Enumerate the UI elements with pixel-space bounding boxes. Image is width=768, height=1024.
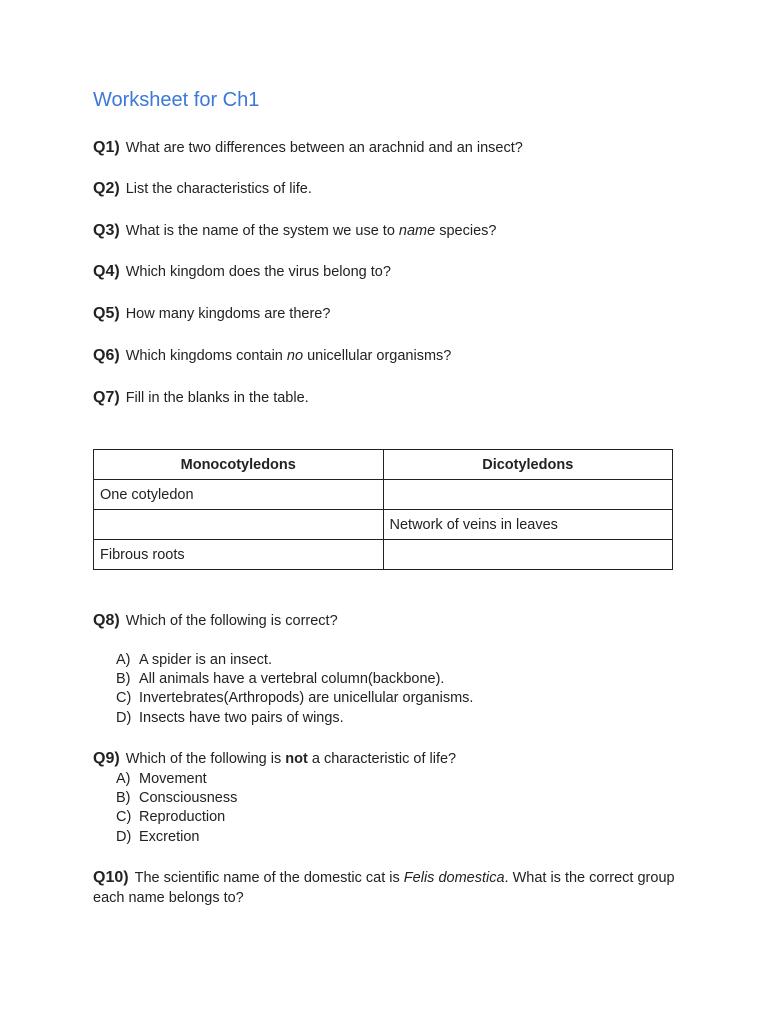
question-number: Q9) <box>93 750 120 767</box>
table-header-row <box>94 450 673 480</box>
table-row <box>94 480 673 510</box>
table-cell-blank <box>94 510 384 540</box>
question-text: How many kingdoms are there? <box>125 306 331 322</box>
question-9-options <box>116 770 237 847</box>
question-8 <box>93 611 338 631</box>
option-letter: A) <box>116 652 131 668</box>
option-letter: D) <box>116 709 132 726</box>
table-cell: Fibrous roots <box>94 540 384 570</box>
question-number: Q5) <box>93 305 120 322</box>
question-3 <box>93 221 496 241</box>
question-number: Q10) <box>93 869 129 886</box>
option-item <box>116 651 473 670</box>
option-letter: A) <box>116 771 131 787</box>
question-6 <box>93 346 451 366</box>
question-8-options <box>116 651 473 728</box>
question-number: Q4) <box>93 263 120 280</box>
question-emphasis: no <box>286 348 304 364</box>
option-text: Consciousness <box>139 790 238 807</box>
table-cell: One cotyledon <box>94 480 384 510</box>
question-number: Q2) <box>93 180 120 197</box>
question-10 <box>93 868 683 908</box>
question-9 <box>93 749 456 769</box>
question-text: Which kingdom does the virus belong to? <box>125 264 391 280</box>
option-letter: C) <box>116 690 132 707</box>
question-text: What are two differences between an arachnid and an insect? <box>125 140 523 156</box>
question-text: List the characteristics of life. <box>125 181 312 197</box>
option-item <box>116 770 237 789</box>
question-strong: not <box>285 751 308 767</box>
page-title: Worksheet for Ch1 <box>93 89 260 111</box>
option-text: All animals have a vertebral column(backbone). <box>139 671 445 688</box>
option-item <box>116 689 473 708</box>
question-text: Fill in the blanks in the table. <box>125 390 309 406</box>
table-cell-blank <box>383 480 673 510</box>
table-header: Dicotyledons <box>383 450 673 480</box>
option-text: Insects have two pairs of wings. <box>139 709 344 726</box>
question-text-end: . What is the correct group each name belongs to? <box>93 870 675 906</box>
question-text-end: unicellular organisms? <box>307 348 452 364</box>
question-emphasis: Felis domestica <box>403 870 505 886</box>
question-text-end: species? <box>439 223 497 239</box>
option-item <box>116 828 237 847</box>
question-text-end: a characteristic of life? <box>311 751 457 767</box>
question-2 <box>93 179 312 199</box>
question-text-start: What is the name of the system we use to <box>125 223 395 239</box>
option-letter: D) <box>116 828 132 845</box>
table-header: Monocotyledons <box>94 450 384 480</box>
question-text-start: The scientific name of the domestic cat is <box>134 870 400 886</box>
question-text-start: Which kingdoms contain <box>125 348 283 364</box>
option-text: Movement <box>139 771 207 787</box>
table-cell-blank <box>383 540 673 570</box>
question-4 <box>93 262 391 282</box>
question-text-start: Which of the following is <box>125 751 282 767</box>
table-row <box>94 510 673 540</box>
option-item <box>116 670 473 689</box>
cotyledon-table <box>93 449 673 570</box>
option-item <box>116 808 237 827</box>
question-emphasis: name <box>398 223 436 239</box>
table-row <box>94 540 673 570</box>
question-7 <box>93 388 309 408</box>
option-text: Invertebrates(Arthropods) are unicellular organisms. <box>139 690 474 707</box>
option-item <box>116 789 237 808</box>
option-letter: C) <box>116 809 132 826</box>
question-number: Q8) <box>93 612 120 629</box>
question-number: Q3) <box>93 222 120 239</box>
table-cell: Network of veins in leaves <box>383 510 673 540</box>
option-letter: B) <box>116 790 131 807</box>
question-5 <box>93 304 330 324</box>
option-item <box>116 709 473 728</box>
question-number: Q1) <box>93 139 120 156</box>
option-text: Reproduction <box>139 809 226 826</box>
question-1 <box>93 138 523 158</box>
option-text: Excretion <box>139 828 200 845</box>
option-letter: B) <box>116 671 131 688</box>
question-number: Q7) <box>93 389 120 406</box>
option-text: A spider is an insect. <box>139 652 272 668</box>
question-number: Q6) <box>93 347 120 364</box>
question-text: Which of the following is correct? <box>125 613 338 629</box>
